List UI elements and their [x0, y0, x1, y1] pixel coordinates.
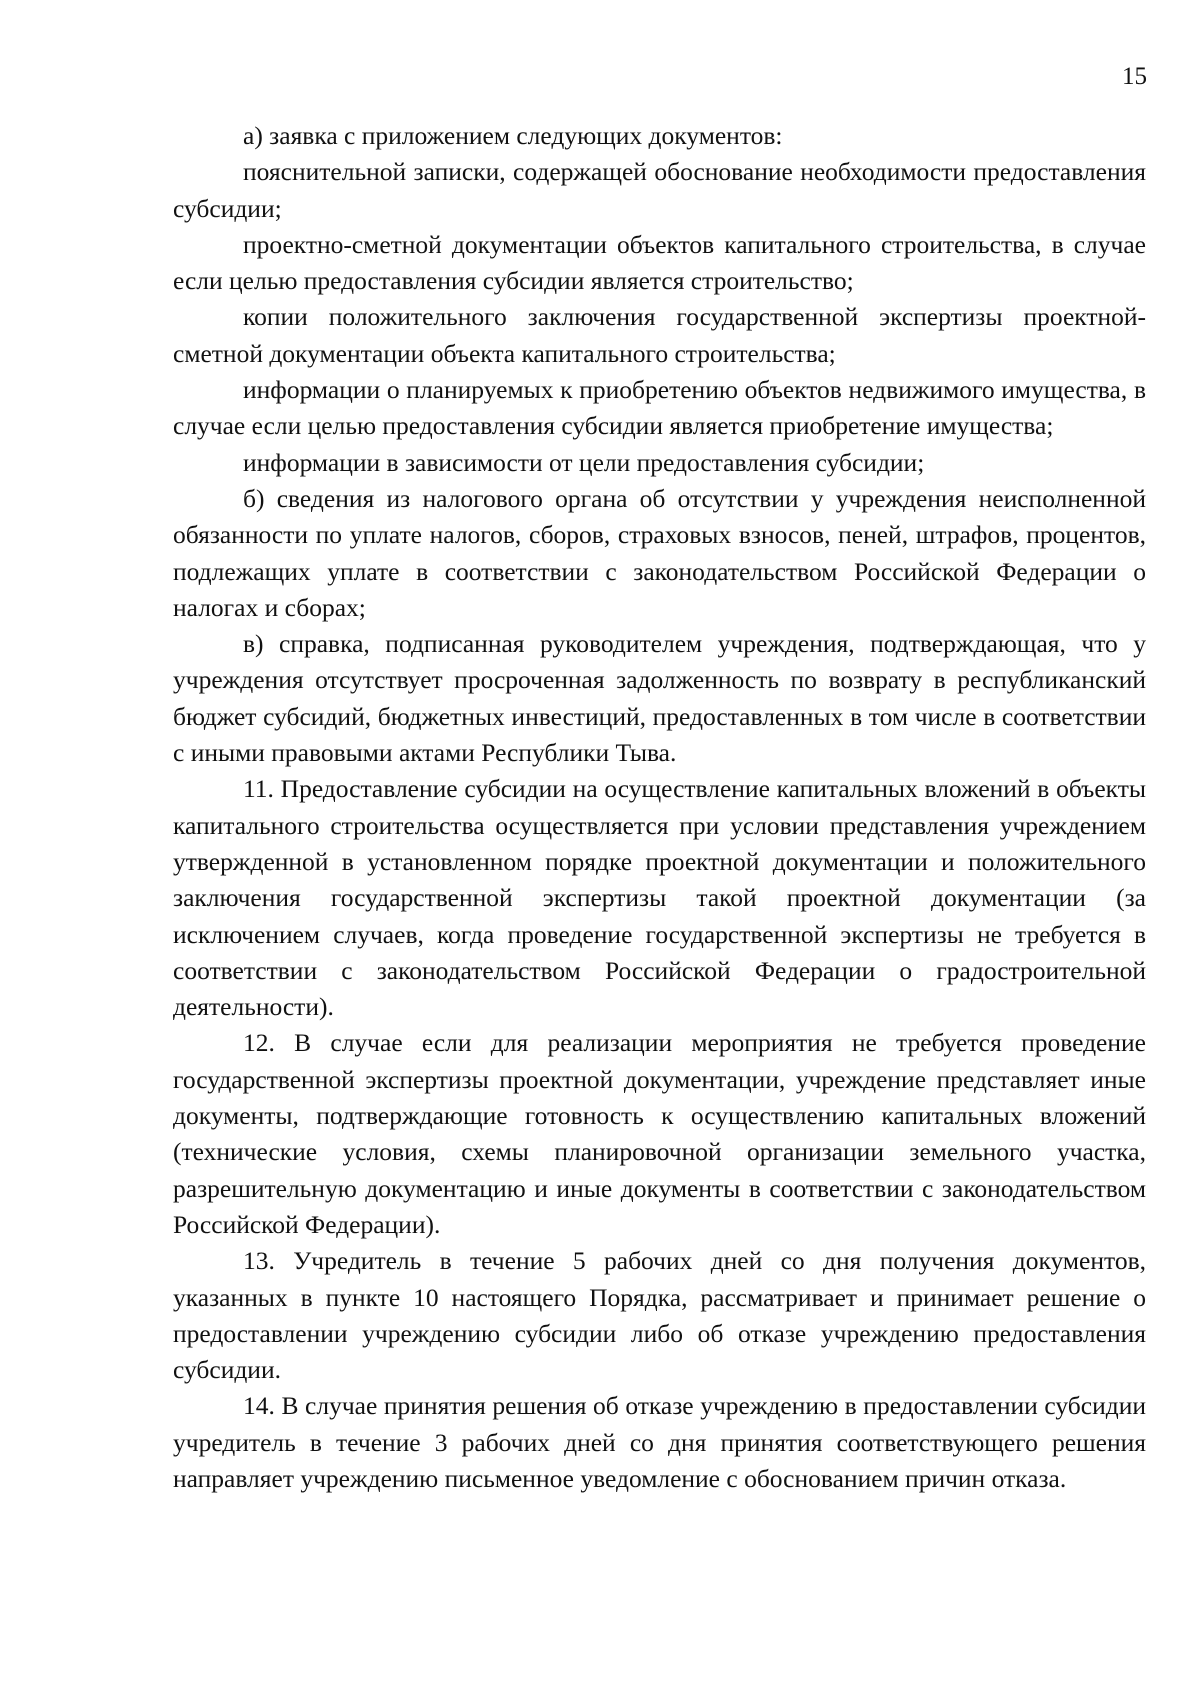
paragraph-section-12: 12. В случае если для реализации мероприятия не требуется проведение государственной экспертизы проектной документации, учреждение представляет иные документы, подтверждающие готовность к осуществлению капитальных вложений (технические условия, схемы планировочной организации земельного участка, разрешительную документацию и иные документы в соответствии с законодательством Российской Федерации). [173, 1028, 1146, 1239]
paragraph-design-documentation: проектно-сметной документации объектов капитального строительства, в случае если целью предоставления субсидии является строительство; [173, 229, 1146, 296]
page-number: 15 [1122, 63, 1147, 90]
paragraph-section-14: 14. В случае принятия решения об отказе учреждению в предоставлении субсидии учредитель в течение 3 рабочих дней со дня принятия соответствующего решения направляет учреждению письменное уведомление с обоснованием причин отказа. [173, 1391, 1146, 1493]
paragraph-item-a: а) заявка с приложением следующих документов: [243, 121, 783, 150]
paragraph-item-b: б) сведения из налогового органа об отсутствии у учреждения неисполненной обязанности по уплате налогов, сборов, страховых взносов, пеней, штрафов, процентов, подлежащих уплате в соответствии с законодательством Российской Федерации о налогах и сборах; [173, 483, 1146, 622]
paragraph-section-11: 11. Предоставление субсидии на осуществление капитальных вложений в объекты капитального строительства осуществляется при условии представления учреждением утвержденной в установленном порядке проектной документации и положительного заключения государственной экспертизы такой проектной документации (за исключением случаев, когда проведение государственной экспертизы не требуется в соответствии с законодательством Российской Федерации о градостроительной деятельности). [173, 774, 1146, 1022]
paragraph-purpose-information: информации в зависимости от цели предоставления субсидии; [243, 447, 925, 477]
paragraph-section-13: 13. Учредитель в течение 5 рабочих дней со дня получения документов, указанных в пункте 10 настоящего Порядка, рассматривает и принимает решение о предоставлении учреждению субсидии либо об отказе учреждению предоставления субсидии. [173, 1246, 1146, 1385]
paragraph-expertise-conclusion: копии положительного заключения государственной экспертизы проектной-сметной документации объекта капитального строительства; [173, 302, 1146, 368]
document-body [173, 118, 1146, 1497]
paragraph-property-information: информации о планируемых к приобретению объектов недвижимого имущества, в случае если целью предоставления субсидии является приобретение имущества; [173, 375, 1146, 441]
paragraph-item-c: в) справка, подписанная руководителем учреждения, подтверждающая, что у учреждения отсутствует просроченная задолженность по возврату в республиканский бюджет субсидий, бюджетных инвестиций, предоставленных в том числе в соответствии с иными правовыми актами Республики Тыва. [173, 629, 1146, 768]
paragraph-explanatory-note: пояснительной записки, содержащей обоснование необходимости предоставления субсидии; [173, 157, 1146, 223]
